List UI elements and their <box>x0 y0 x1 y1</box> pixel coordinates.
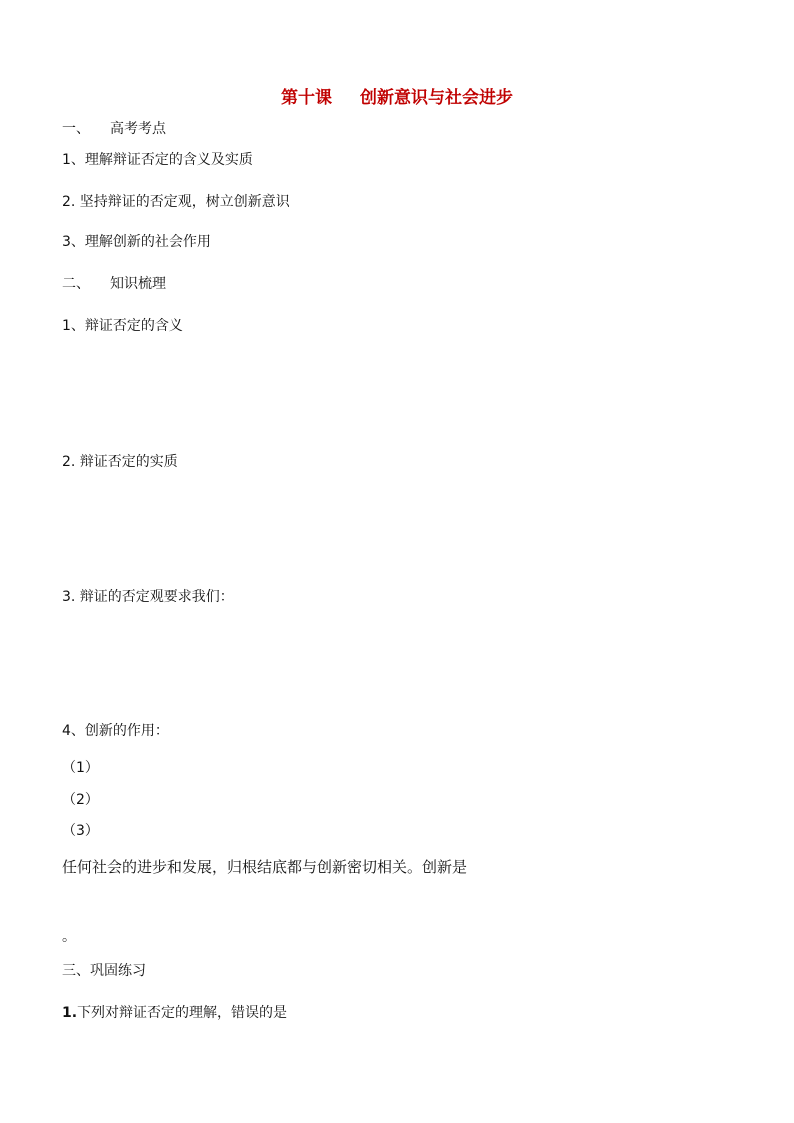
statement-end: 。 <box>62 929 76 945</box>
question-1 <box>62 1004 287 1022</box>
question-number: 1. <box>62 1005 78 1021</box>
section2-item-3: 3. 辩证的否定观要求我们： <box>62 589 234 605</box>
section2-item-1: 1、辩证否定的含义 <box>62 318 183 334</box>
question-text: 下列对辩证否定的理解，错误的是 <box>77 1005 288 1021</box>
page-title <box>0 87 794 109</box>
sub-item-2: （2） <box>62 792 99 808</box>
section2-title: 知识梳理 <box>110 276 166 292</box>
section1-item-1: 1、理解辩证否定的含义及实质 <box>62 152 253 168</box>
lesson-number: 第十课 <box>281 88 332 108</box>
sub-item-1: （1） <box>62 760 99 776</box>
section1-number: 一、 <box>62 121 90 137</box>
section2-number: 二、 <box>62 276 90 292</box>
lesson-title: 创新意识与社会进步 <box>360 88 513 108</box>
innovation-statement: 任何社会的进步和发展，归根结底都与创新密切相关。创新是 <box>62 858 468 876</box>
section1-item-3: 3、理解创新的社会作用 <box>62 234 211 250</box>
section1-heading <box>62 120 166 138</box>
section3-heading: 三、巩固练习 <box>62 963 146 979</box>
section1-item-2: 2. 坚持辩证的否定观，树立创新意识 <box>62 194 290 210</box>
section2-item-2: 2. 辩证否定的实质 <box>62 454 178 470</box>
section2-item-4: 4、创新的作用： <box>62 723 169 739</box>
section1-title: 高考考点 <box>110 121 166 137</box>
section2-heading <box>62 275 166 293</box>
sub-item-3: （3） <box>62 823 99 839</box>
